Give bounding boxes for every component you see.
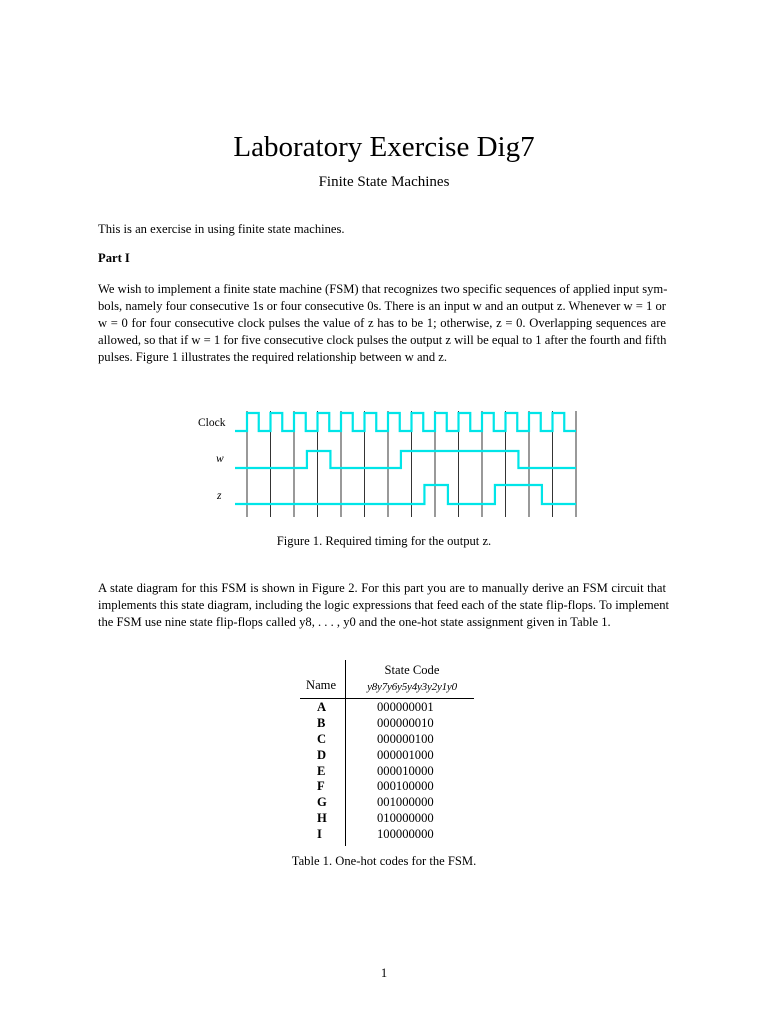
z-waveform [235,485,576,504]
w-waveform [235,451,576,468]
part1-paragraph-2 [98,580,670,631]
table-horizontal-rule [300,698,474,699]
table-row [300,716,480,732]
page-number: 1 [380,966,388,980]
table-row [300,764,480,780]
clock-label: Clock [198,417,226,429]
state-name: G [317,795,327,810]
state-name: D [317,747,327,762]
state-code: 010000000 [377,811,434,826]
timing-diagram-svg [190,405,590,517]
table-row [300,795,480,811]
state-code: 100000000 [377,827,434,842]
table-row [300,732,480,748]
state-name: A [317,700,327,714]
paragraph-line: allowed, so that if w = 1 for five consecutive clock pulses the output z will be equal to 1 after the fourth and fifth [98,333,667,347]
state-name: H [317,811,327,826]
table1-caption: Table 1. One-hot codes for the FSM. [291,854,477,868]
table-header-bits: y8y7y6y5y4y3y2y1y0 [367,681,457,693]
state-name: C [317,731,327,746]
clock-waveform [235,413,576,431]
figure1-caption: Figure 1. Required timing for the output z. [276,534,492,548]
z-label: z [217,490,222,502]
paragraph-line: We wish to implement a finite state machine (FSM) that recognizes two specific sequences of applied input sym- [98,282,668,296]
paragraph-line: implements this state diagram, including the logic expressions that feed each of the state flip-flops. To implement [98,598,670,612]
state-code-table [300,660,480,850]
state-code: 000000010 [377,715,434,730]
table-row [300,811,480,827]
table-header-name: Name [306,678,337,692]
timing-diagram [190,405,590,522]
page-subtitle: Finite State Machines [318,174,450,190]
part1-heading: Part I [98,251,130,265]
table-row [300,779,480,795]
part1-paragraph-1 [98,281,666,366]
paragraph-line: w = 0 for four consecutive clock pulses the value of z has to be 1; otherwise, z = 0. Overlapping sequences are [98,316,666,330]
state-name: I [317,827,322,842]
state-name: E [317,763,326,778]
state-code: 000001000 [377,747,434,762]
table-header-state-code: State Code [384,663,440,677]
state-code: 000000100 [377,731,434,746]
state-code: 001000000 [377,795,434,810]
state-code: 000000001 [377,700,434,714]
paragraph-line: A state diagram for this FSM is shown in Figure 2. For this part you are to manually derive an FSM circuit that [98,581,666,595]
state-name: F [317,779,325,794]
paragraph-line: bols, namely four consecutive 1s or four consecutive 0s. There is an input w and an output z. Whenever w = 1 or [98,299,666,313]
state-name: B [317,715,326,730]
w-label: w [216,453,224,465]
intro-paragraph: This is an exercise in using finite state machines. [98,222,345,236]
table-body [300,700,480,843]
page-title: Laboratory Exercise Dig7 [233,131,535,163]
paragraph-line: the FSM use nine state flip-flops called y8, . . . , y0 and the one-hot state assignment given in Table 1. [98,615,611,629]
table-row [300,700,480,716]
table-row [300,827,480,843]
paragraph-line: pulses. Figure 1 illustrates the required relationship between w and z. [98,350,448,364]
table-row [300,748,480,764]
state-code: 000010000 [377,763,434,778]
state-code: 000100000 [377,779,434,794]
